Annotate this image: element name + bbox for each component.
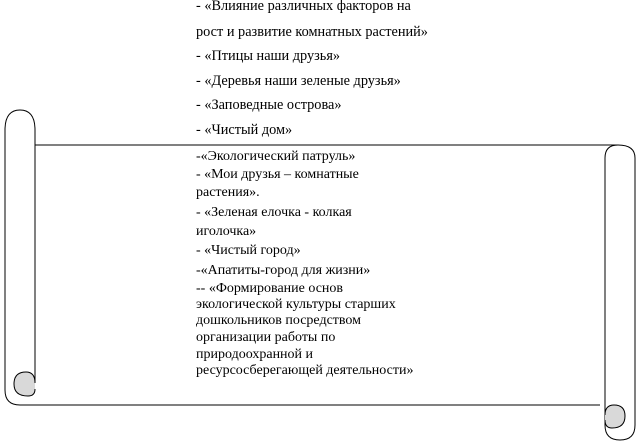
list-item: природоохранной и bbox=[196, 347, 314, 362]
list-item: - «Чистый дом» bbox=[196, 122, 293, 138]
list-item: - «Зеленая елочка - колкая bbox=[196, 205, 352, 220]
list-item: -«Экологический патруль» bbox=[196, 149, 356, 164]
list-item: - «Деревья наши зеленые друзья» bbox=[196, 73, 401, 89]
list-item: дошкольников посредством bbox=[196, 313, 362, 328]
list-item: - «Птицы наши друзья» bbox=[196, 48, 341, 64]
scroll-left-roll-bottom bbox=[5, 390, 600, 405]
list-item: экологической культуры старших bbox=[196, 297, 396, 312]
list-item: растения». bbox=[196, 185, 260, 200]
scroll-right-curl bbox=[605, 405, 625, 428]
list-item: - «Мои друзья – комнатные bbox=[196, 167, 359, 182]
scroll-left-roll-top bbox=[5, 110, 35, 145]
list-item: - «Заповедные острова» bbox=[196, 97, 342, 113]
list-item: иголочка» bbox=[196, 224, 257, 239]
scroll-right-top-lip bbox=[605, 145, 618, 158]
list-item: - «Влияние различных факторов на bbox=[196, 0, 411, 14]
list-item: ресурсосберегающей деятельности» bbox=[196, 363, 414, 378]
list-item: - «Чистый город» bbox=[196, 243, 301, 258]
scroll-left-curl bbox=[14, 372, 35, 396]
list-item: -- «Формирование основ bbox=[196, 281, 344, 296]
list-item: -«Апатиты-город для жизни» bbox=[196, 263, 371, 278]
list-item: рост и развитие комнатных растений» bbox=[196, 24, 428, 40]
list-item: организации работы по bbox=[196, 330, 336, 345]
